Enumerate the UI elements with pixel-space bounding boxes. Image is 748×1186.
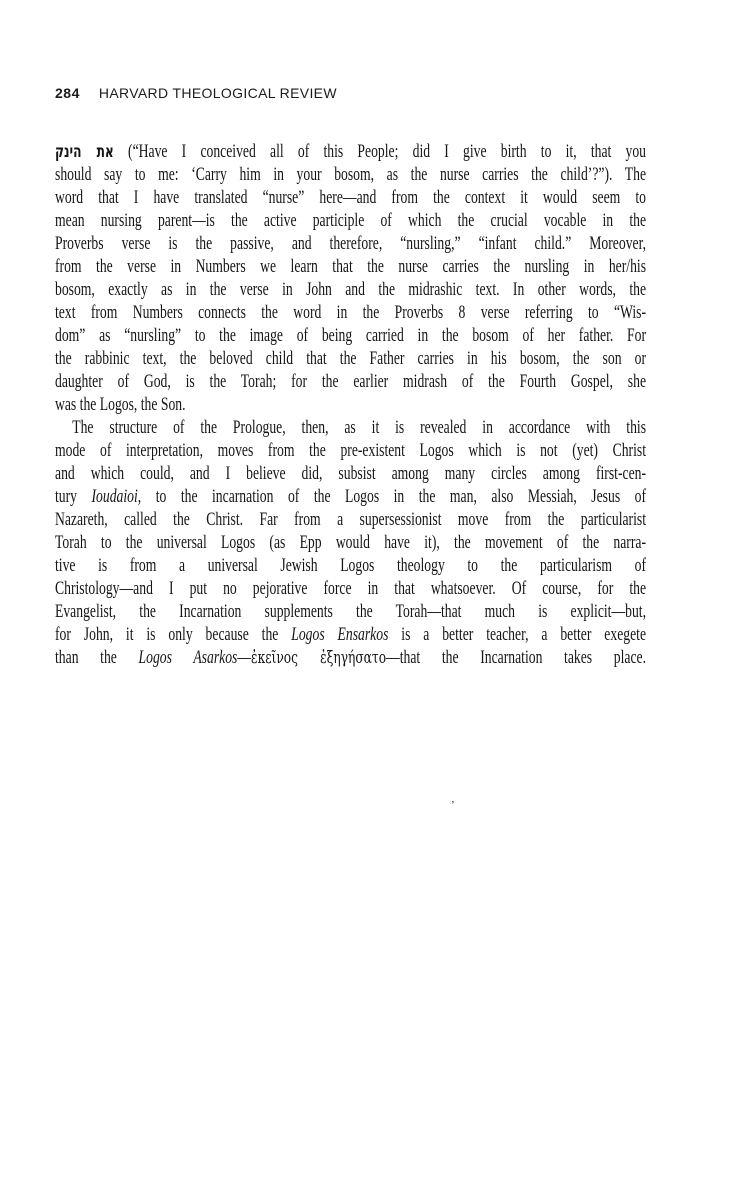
text-segment: tury — [55, 486, 92, 507]
text-segment: bosom, exactly as in the verse in John and the midrashic text. In other words, the — [55, 279, 647, 300]
scan-artifact-mark: ’ — [451, 799, 455, 811]
text-line — [55, 347, 646, 370]
text-segment: tive is from a universal Jewish Logos theology to the particularism of — [55, 555, 647, 576]
text-line — [55, 416, 646, 439]
hebrew-phrase: את הינק — [55, 142, 114, 162]
text-line — [55, 163, 646, 186]
italic-text: Logos Asarkos — [138, 647, 238, 668]
text-line — [55, 209, 646, 232]
text-segment: —that the Incarnation takes place. — [386, 647, 647, 668]
text-segment: word that I have translated “nurse” here—and from the context it would seem to — [55, 187, 647, 208]
text-segment: (“Have I conceived all of this People; did I give birth to it, that you — [113, 141, 647, 162]
text-segment: from the verse in Numbers we learn that the nurse carries the nursling in her/his — [55, 256, 647, 277]
text-line — [55, 508, 646, 531]
text-segment: — — [237, 647, 252, 668]
text-segment: should say to me: ‘Carry him in your bosom, as the nurse carries the child’?”). The — [55, 164, 647, 185]
text-segment: for John, it is only because the — [55, 624, 292, 645]
text-segment: and which could, and I believe did, subsist among many circles among first-cen- — [55, 463, 647, 484]
text-line — [55, 255, 646, 278]
text-line — [55, 439, 646, 462]
italic-text: Ioudaioi, — [91, 486, 142, 507]
text-segment: Evangelist, the Incarnation supplements the Torah—that much is explicit—but, — [55, 601, 647, 622]
text-line — [55, 232, 646, 255]
text-line — [55, 623, 646, 646]
text-line — [55, 370, 646, 393]
body-text — [55, 140, 646, 669]
italic-text: Logos Ensarkos — [291, 624, 389, 645]
text-line — [55, 554, 646, 577]
text-segment: Torah to the universal Logos (as Epp would have it), the movement of the narra- — [55, 532, 647, 553]
text-segment: to the incarnation of the Logos in the man, also Messiah, Jesus of — [141, 486, 647, 507]
greek-phrase: ἐκεῖνος ἐξηγήσατο — [251, 648, 387, 668]
text-line — [55, 186, 646, 209]
running-head — [55, 86, 337, 100]
journal-title: HARVARD THEOLOGICAL REVIEW — [98, 85, 337, 101]
text-segment: mode of interpretation, moves from the pre-existent Logos which is not (yet) Christ — [55, 440, 647, 461]
text-line — [55, 531, 646, 554]
text-segment: daughter of God, is the Torah; for the earlier midrash of the Fourth Gospel, she — [55, 371, 647, 392]
text-line — [55, 324, 646, 347]
text-line — [55, 646, 646, 669]
text-line — [55, 485, 646, 508]
text-segment: Proverbs verse is the passive, and therefore, “nursling,” “infant child.” Moreover, — [55, 233, 647, 254]
text-segment: is a better teacher, a better exegete — [388, 624, 647, 645]
page-number: 284 — [55, 85, 80, 101]
text-segment: than the — [55, 647, 139, 668]
text-segment: was the Logos, the Son. — [55, 394, 186, 415]
text-line — [55, 600, 646, 623]
text-line — [55, 278, 646, 301]
text-line — [55, 577, 646, 600]
text-segment: Christology—and I put no pejorative force in that whatsoever. Of course, for the — [55, 578, 647, 599]
text-segment: the rabbinic text, the beloved child that the Father carries in his bosom, the son or — [55, 348, 647, 369]
text-segment: text from Numbers connects the word in the Proverbs 8 verse referring to “Wis- — [55, 302, 647, 323]
text-line — [55, 462, 646, 485]
text-segment: dom” as “nursling” to the image of being carried in the bosom of her father. For — [55, 325, 647, 346]
text-line — [55, 393, 646, 416]
text-segment: The structure of the Prologue, then, as it is revealed in accordance with this — [72, 417, 647, 438]
text-line — [55, 140, 646, 163]
text-line — [55, 301, 646, 324]
text-segment: mean nursing parent—is the active participle of which the crucial vocable in the — [55, 210, 647, 231]
text-segment: Nazareth, called the Christ. Far from a supersessionist move from the particularist — [55, 509, 647, 530]
